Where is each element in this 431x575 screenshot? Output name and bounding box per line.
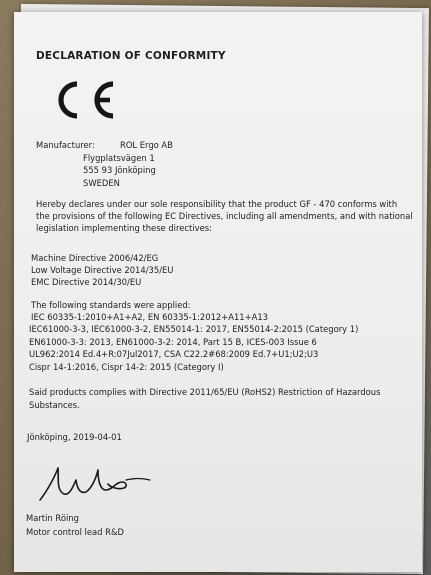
standards-heading: The following standards were applied:	[31, 300, 191, 310]
manufacturer-country: SWEDEN	[83, 178, 120, 188]
standards-line-3: EN61000-3-3: 2013, EN61000-3-2: 2014, Part 15 B, ICES-003 Issue 6	[29, 337, 317, 347]
directive-emc: EMC Directive 2014/30/EU	[31, 277, 142, 287]
handwritten-signature	[26, 460, 166, 510]
signatory-name: Martin Röing	[26, 513, 79, 523]
directive-low-voltage: Low Voltage Directive 2014/35/EU	[31, 265, 174, 275]
document-page	[14, 12, 422, 572]
signatory-title: Motor control lead R&D	[26, 527, 124, 537]
manufacturer-postal: 555 93 Jönköping	[83, 165, 156, 175]
statement-line-2: the provisions of the following EC Directives, including all amendments, and with national	[36, 211, 413, 221]
standards-line-1: IEC 60335-1:2010+A1+A2, EN 60335-1:2012+A11+A13	[31, 312, 269, 322]
rohs-line-1: Said products complies with Directive 2011/65/EU (RoHS2) Restriction of Hazardous	[29, 387, 381, 397]
standards-line-2: IEC61000-3-3, IEC61000-3-2, EN55014-1: 2017, EN55014-2:2015 (Category 1)	[29, 324, 359, 334]
ce-mark-icon	[46, 78, 118, 122]
statement-line-1: Hereby declares under our sole responsibility that the product GF - 470 conforms with	[36, 199, 398, 209]
directive-machine: Machine Directive 2006/42/EG	[31, 253, 159, 263]
standards-line-4: UL962:2014 Ed.4+R:07Jul2017, CSA C22.2#68:2009 Ed.7+U1;U2;U3	[29, 349, 319, 359]
place-and-date: Jönköping, 2019-04-01	[27, 432, 122, 442]
statement-line-3: legislation implementing these directives:	[36, 223, 212, 233]
standards-line-5: Cispr 14-1:2016, Cispr 14-2: 2015 (Category I)	[29, 362, 224, 372]
document-title: DECLARATION OF CONFORMITY	[36, 50, 226, 62]
manufacturer-name: ROL Ergo AB	[120, 140, 173, 150]
manufacturer-label: Manufacturer:	[36, 140, 95, 150]
rohs-line-2: Substances.	[29, 400, 80, 410]
manufacturer-street: Flygplatsvägen 1	[83, 153, 155, 163]
